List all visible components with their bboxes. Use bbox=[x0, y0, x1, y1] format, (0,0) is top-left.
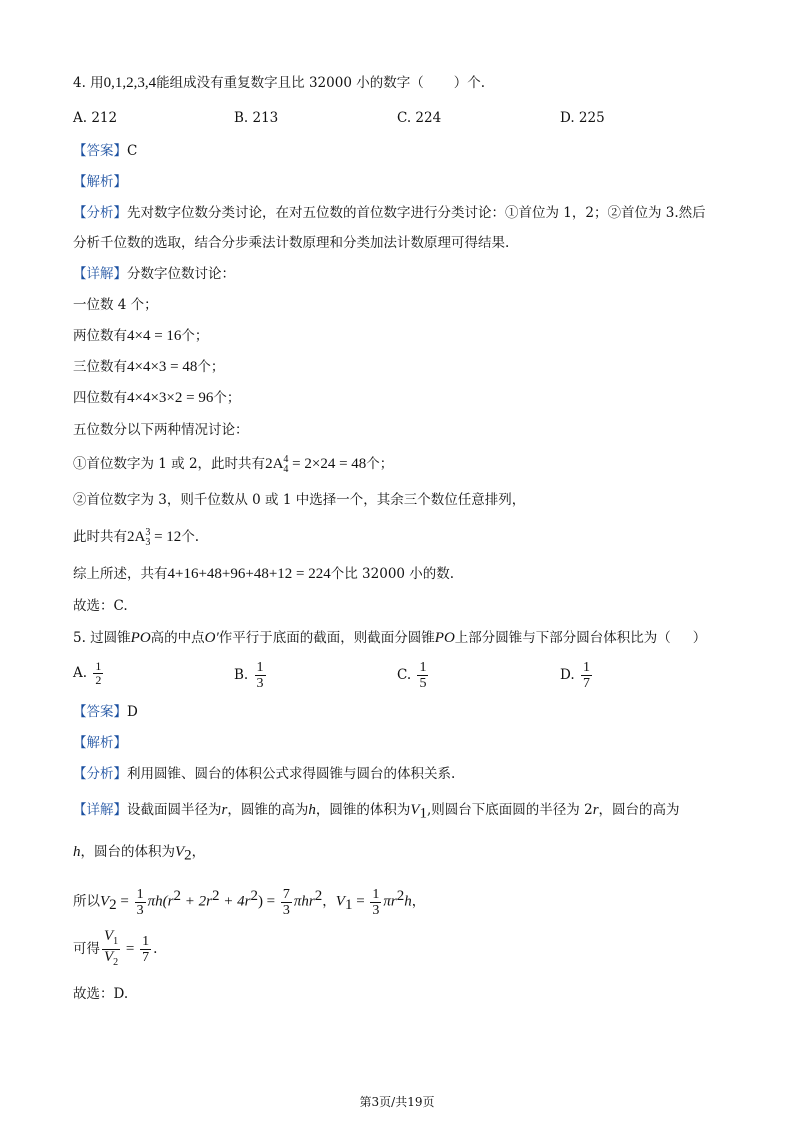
q4-detail-line9: 此时共有2A 3 3 = 12个. bbox=[73, 526, 200, 548]
q4-detail-line7: ①首位数字为 1 或 2，此时共有2A 4 4 = 2×24 = 48个； bbox=[73, 453, 394, 475]
q4-jiexi: 【解析】 bbox=[73, 174, 127, 190]
q4-detail-line6: 五位数分以下两种情况讨论： bbox=[73, 422, 249, 438]
q5-choice-d: D. $\frac{1}{7}$ bbox=[560, 660, 590, 691]
q5-choice-b: B. $\frac{1}{3}$ bbox=[234, 660, 264, 691]
q4-detail-line5: 四位数有4×4×3×2 = 96个； bbox=[73, 390, 241, 406]
q4-analysis-line1: 【分析】先对数字位数分类讨论，在对五位数的首位数字进行分类讨论：①首位为 1，2；②首位为 3.然后 bbox=[73, 205, 706, 221]
q4-detail-line1: 【详解】分数字位数讨论： bbox=[73, 266, 235, 282]
q4-digits: 0,1,2,3,4 bbox=[103, 75, 157, 91]
q4-detail-line2: 一位数 4 个； bbox=[73, 297, 158, 313]
q4-stem: 4. 用0,1,2,3,4能组成没有重复数字且比 32000 小的数字（ ）个. bbox=[73, 75, 485, 91]
q5-detail-line4: 可得 $\frac{V_1}{V_2}$ = $\frac{1}{7}$ . bbox=[73, 928, 158, 968]
q4-detail-line8: ②首位数字为 3，则千位数从 0 或 1 中选择一个，其余三个数位任意排列， bbox=[73, 492, 526, 508]
q4-detail-line3: 两位数有4×4 = 16个； bbox=[73, 328, 209, 344]
q4-answer: 【答案】C bbox=[73, 143, 138, 159]
q4-detail-line11: 故选：C. bbox=[73, 598, 128, 614]
q5-detail-line1: 【详解】设截面圆半径为r，圆锥的高为h，圆锥的体积为$V_1$,则圆台下底面圆的半径为 2r，圆台的高为 bbox=[73, 802, 680, 822]
q4-choice-d: D. 225 bbox=[560, 110, 605, 126]
q5-detail-line3: 所以$V_2$ = $\frac{1}{3}$ $\pi h(r^2 + 2r^2 + 4r^2)$ = $\frac{7}{3}$ πhr$^2$，$V_1$ = $\frac{1}{3}$ $\pi r^2h$， bbox=[73, 886, 426, 918]
q5-detail-line2: h，圆台的体积为$V_2$， bbox=[73, 844, 206, 864]
q4-analysis-line2: 分析千位数的选取，结合分步乘法计数原理和分类加法计数原理可得结果. bbox=[73, 235, 510, 251]
q5-stem: 5. 过圆锥PO高的中点O′作平行于底面的截面，则截面分圆锥PO上部分圆锥与下部分圆台体积比为（ ） bbox=[73, 630, 707, 646]
q5-answer: 【答案】D bbox=[73, 704, 138, 720]
q5-choice-c: C. $\frac{1}{5}$ bbox=[397, 660, 427, 691]
q5-choice-a: A. $\frac{1}{2}$ bbox=[73, 659, 102, 687]
page-footer: 第3页/共19页 bbox=[359, 1095, 435, 1109]
q5-analysis: 【分析】利用圆锥、圆台的体积公式求得圆锥与圆台的体积关系. bbox=[73, 766, 456, 782]
q5-detail-line5: 故选：D. bbox=[73, 986, 129, 1002]
q5-jiexi: 【解析】 bbox=[73, 735, 127, 751]
q4-detail-line10: 综上所述，共有4+16+48+96+48+12 = 224个比 32000 小的数. bbox=[73, 566, 455, 582]
q4-choice-a: A. 212 bbox=[73, 110, 118, 126]
q4-detail-line4: 三位数有4×4×3 = 48个； bbox=[73, 359, 225, 375]
q4-choice-b: B. 213 bbox=[234, 110, 279, 126]
q4-choice-c: C. 224 bbox=[397, 110, 442, 126]
